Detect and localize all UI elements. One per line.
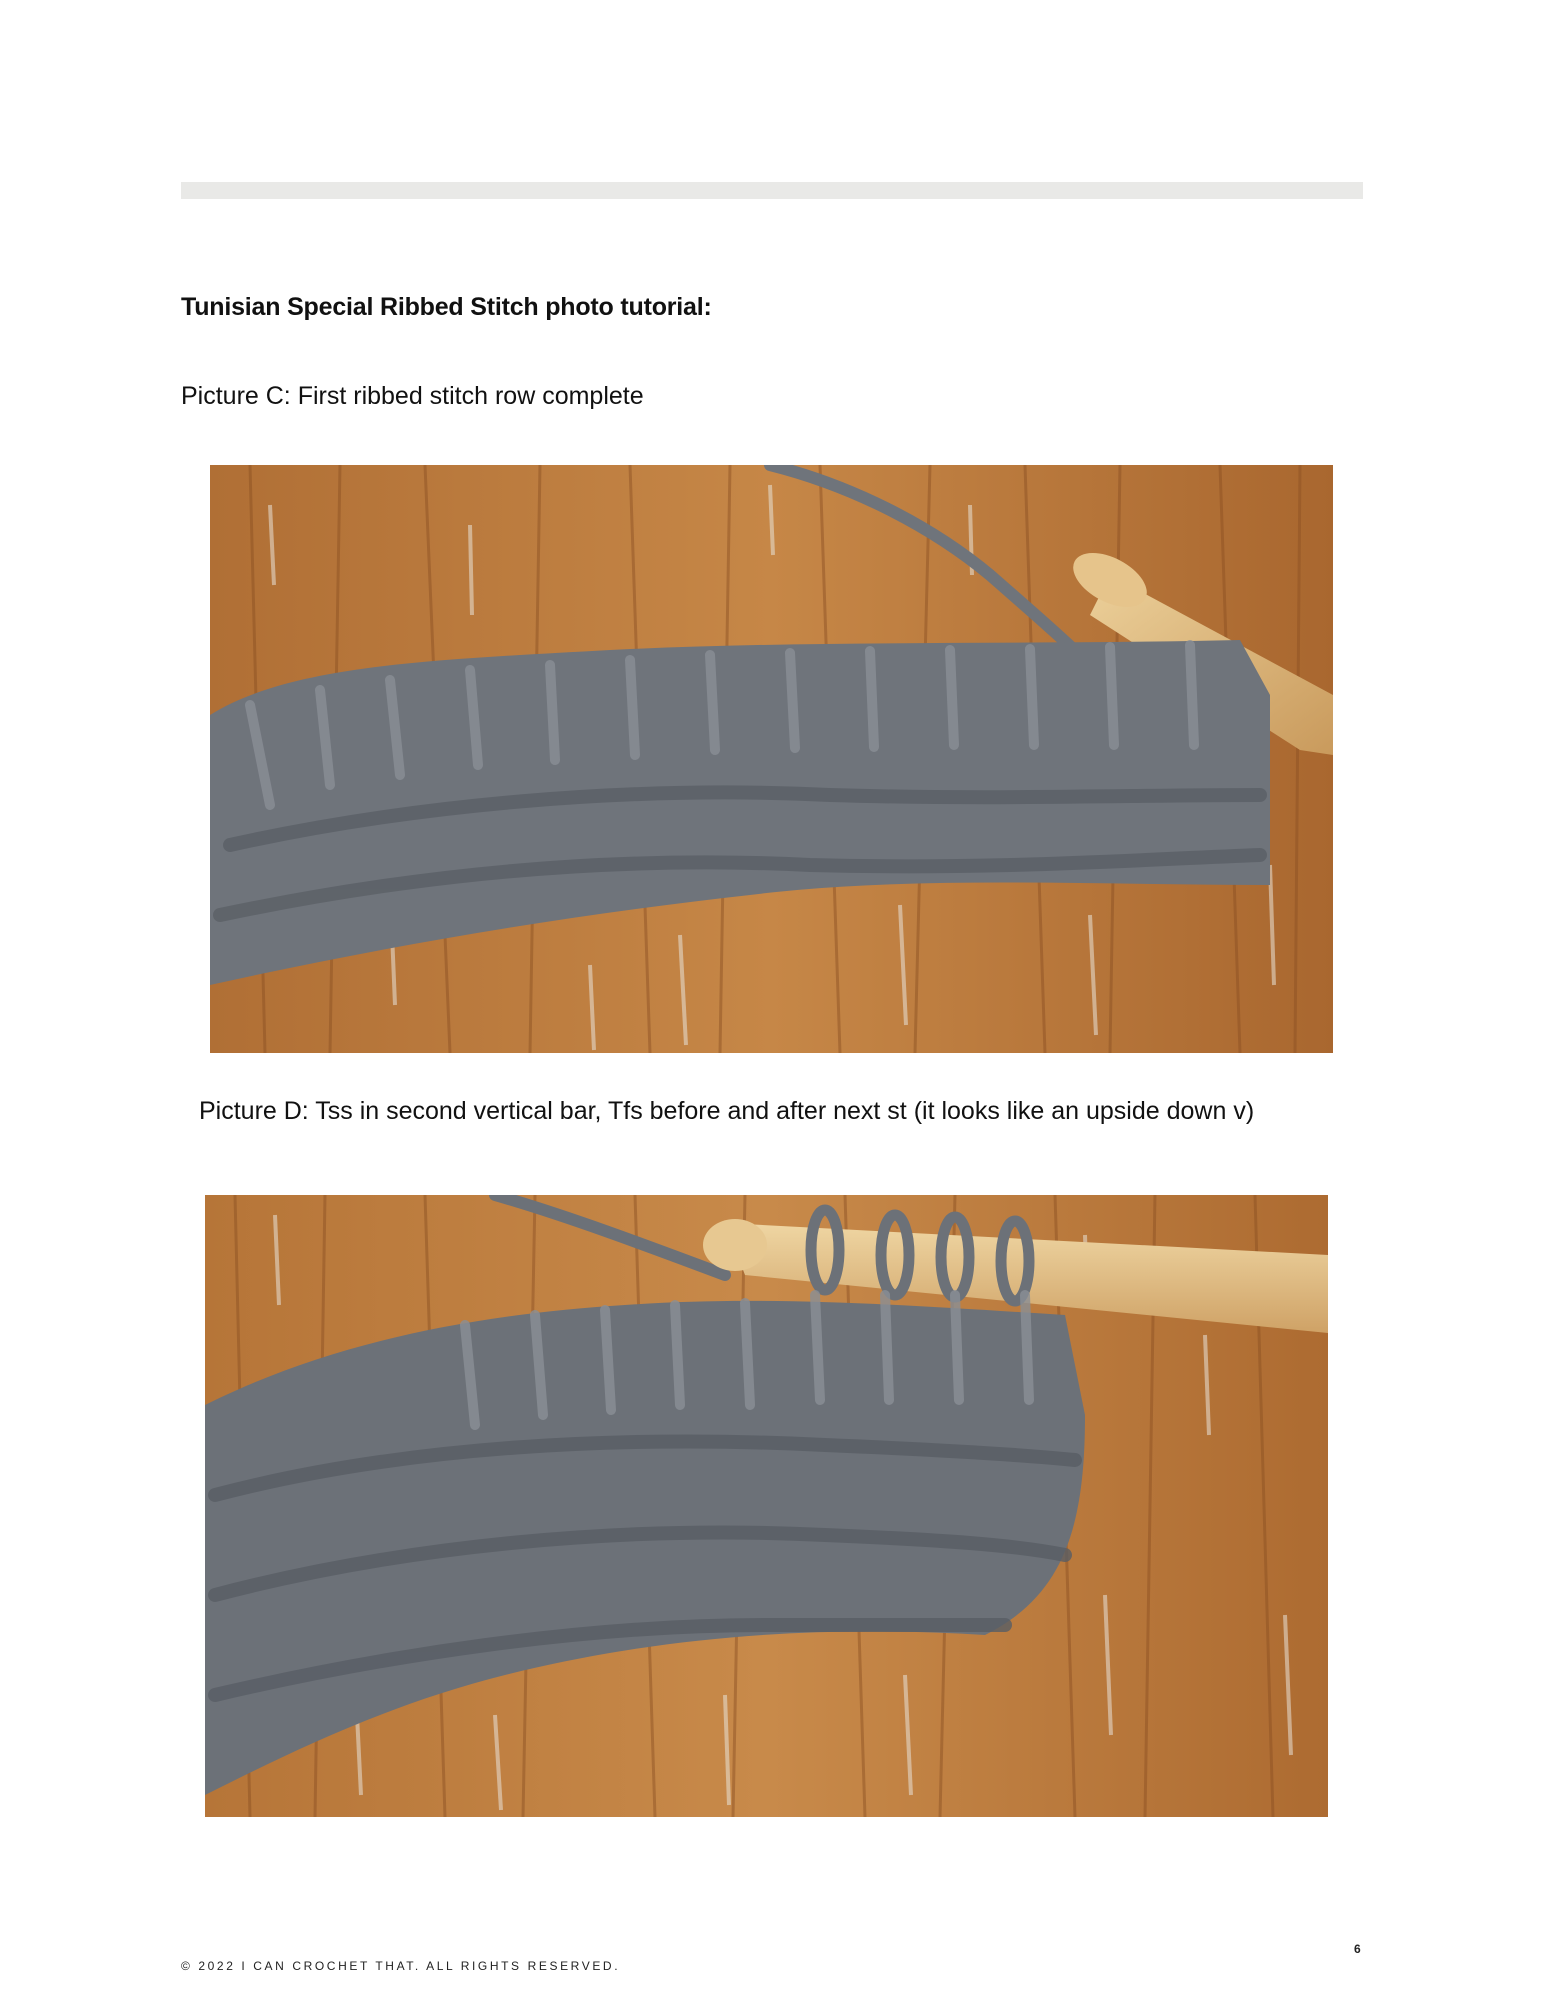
- copyright-footer: © 2022 I CAN CROCHET THAT. ALL RIGHTS RESERVED.: [181, 1959, 621, 1973]
- picture-d-illustration: [205, 1195, 1328, 1817]
- picture-c-illustration: [210, 465, 1333, 1053]
- picture-c-photo: [210, 465, 1333, 1053]
- section-heading: Tunisian Special Ribbed Stitch photo tutorial:: [181, 293, 712, 321]
- picture-c-caption: Picture C: First ribbed stitch row complete: [181, 382, 644, 410]
- header-divider-bar: [181, 182, 1363, 199]
- picture-d-photo: [205, 1195, 1328, 1817]
- picture-d-caption: Picture D: Tss in second vertical bar, Tfs before and after next st (it looks like an upside down v): [199, 1097, 1255, 1125]
- page-number: 6: [1354, 1942, 1361, 1956]
